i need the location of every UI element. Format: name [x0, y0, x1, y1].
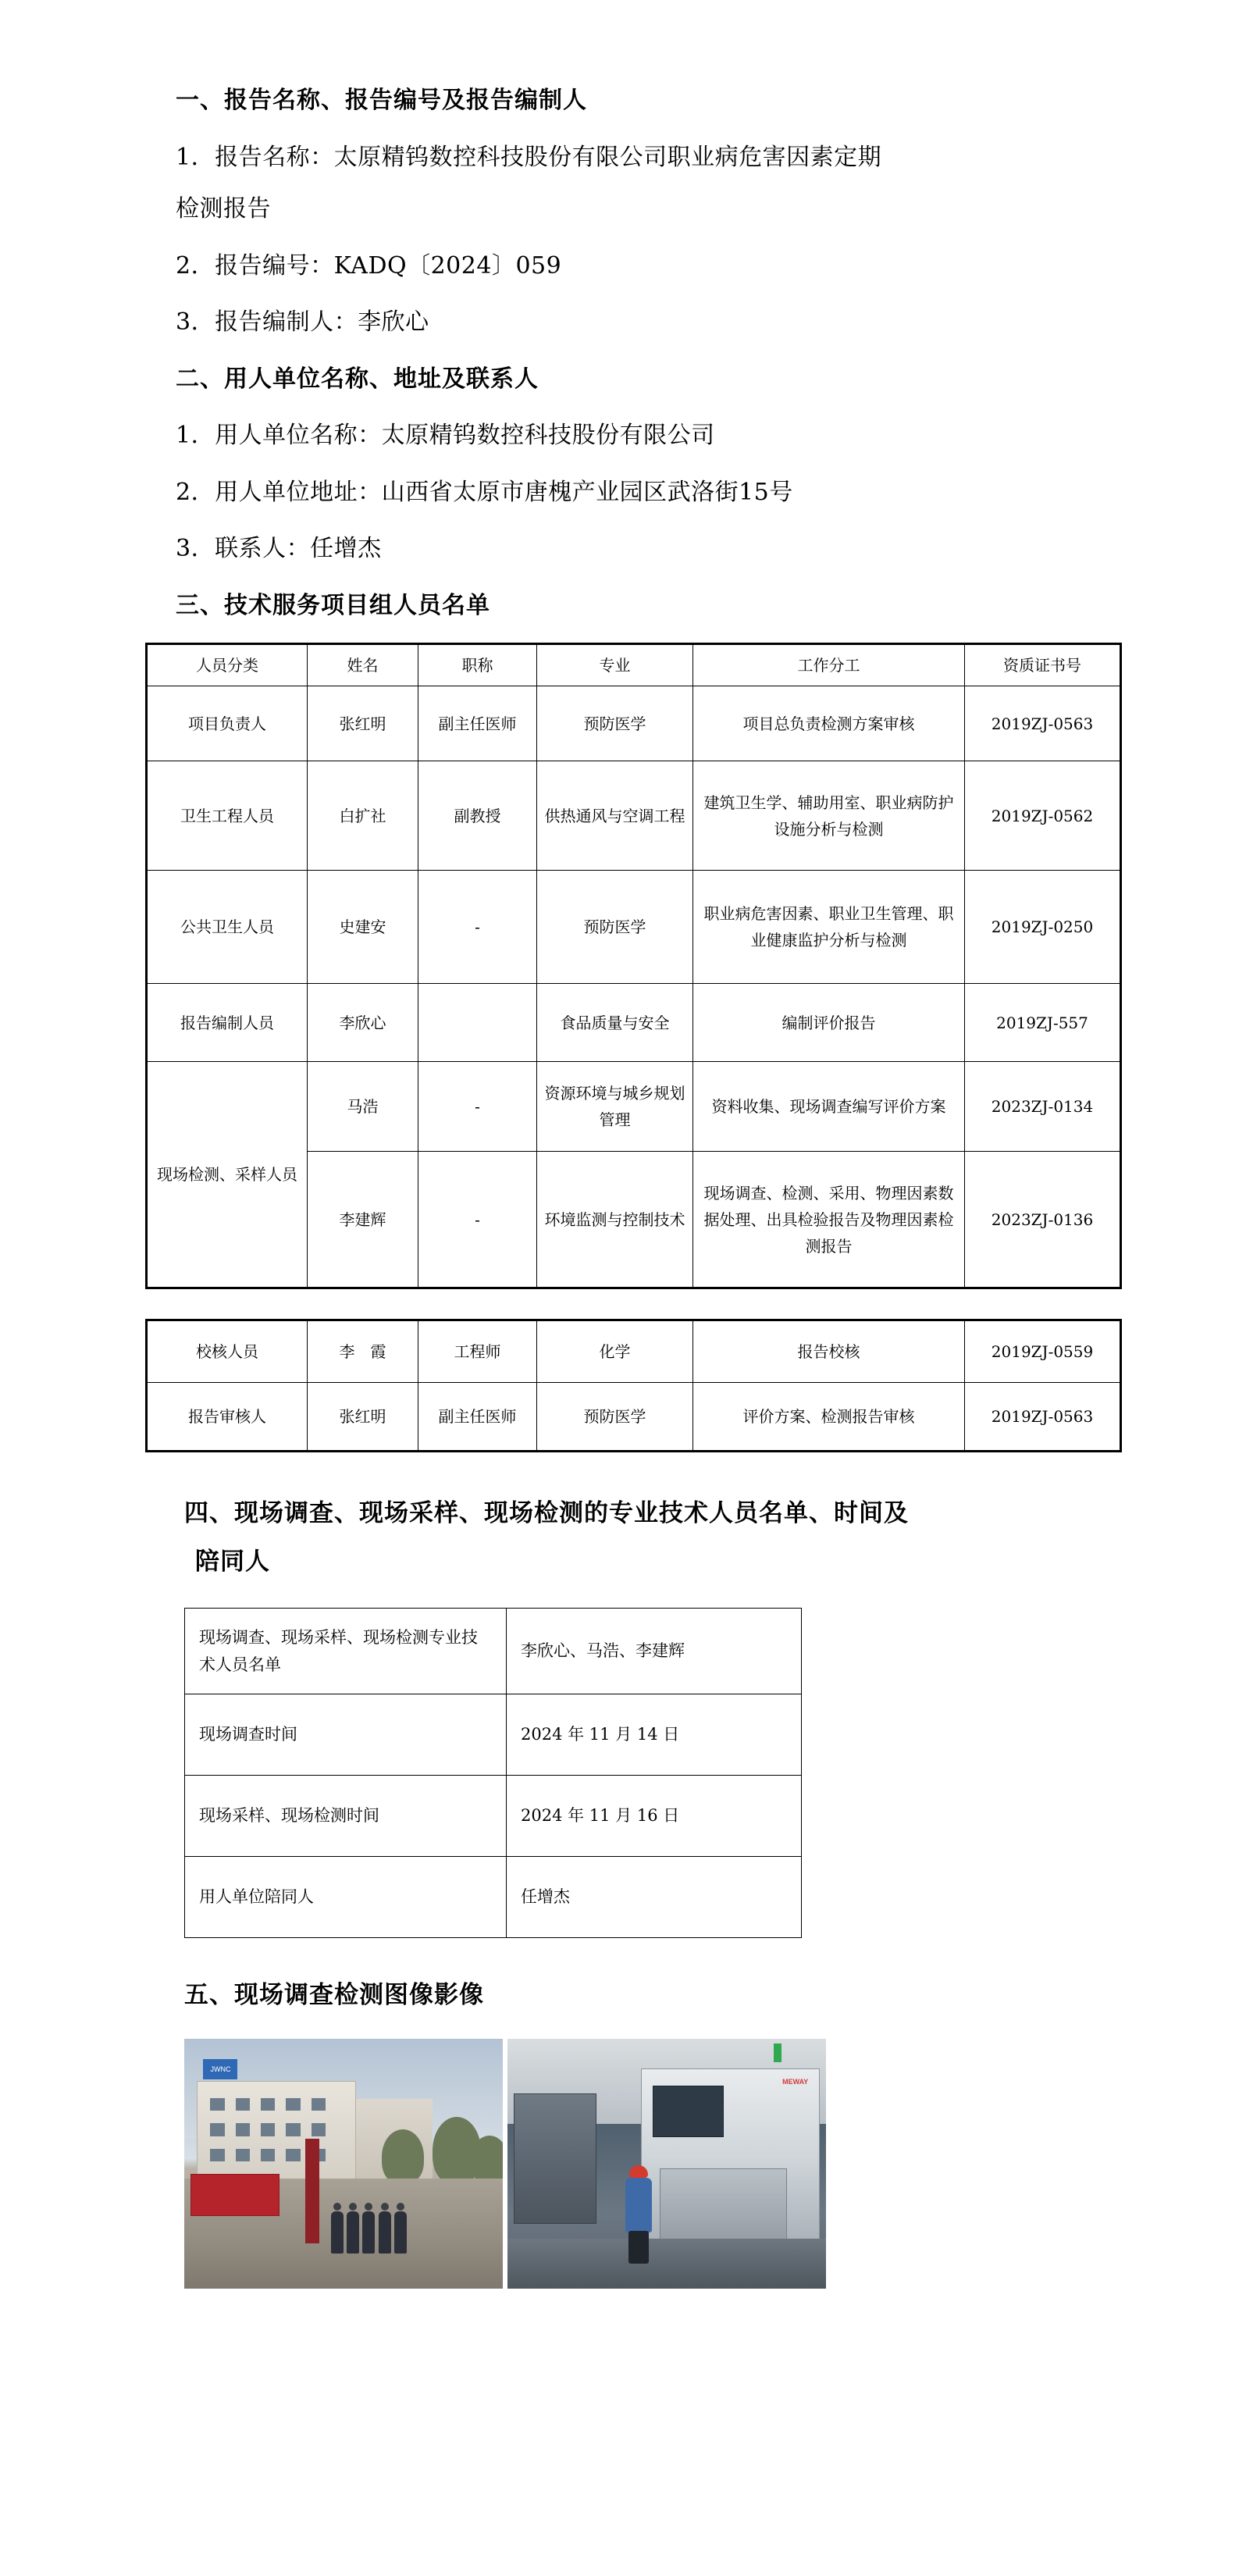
section-2-item-1: 1．用人单位名称：太原精钨数控科技股份有限公司 [176, 422, 715, 449]
site-detection-photo-workshop [507, 2039, 826, 2289]
site-survey-photo-gate [184, 2039, 503, 2289]
section-1-item-1-line-2: 检测报告 [176, 195, 271, 223]
survey-info-table-container [0, 1608, 1239, 1938]
cell-title [418, 984, 537, 1062]
table-row [147, 1383, 1121, 1452]
table-row [185, 1608, 802, 1694]
secondary-machine [514, 2093, 596, 2223]
gate-pillar [305, 2139, 319, 2243]
cell-title: - [418, 871, 537, 984]
table-row [147, 871, 1121, 984]
cell-duty: 职业病危害因素、职业卫生管理、职业健康监护分析与检测 [693, 871, 965, 984]
section-2-item-3: 3．联系人：任增杰 [176, 535, 382, 562]
cell-value: 2024 年 11 月 14 日 [507, 1694, 802, 1776]
cell-key: 现场采样、现场检测时间 [185, 1776, 507, 1857]
cell-category: 卫生工程人员 [147, 761, 308, 871]
red-banner [190, 2174, 279, 2216]
cell-key: 现场调查、现场采样、现场检测专业技术人员名单 [185, 1608, 507, 1694]
tree [382, 2129, 424, 2184]
cell-title: 副主任医师 [418, 686, 537, 761]
cell-cert: 2019ZJ-0250 [965, 871, 1121, 984]
section-2-item-2: 2．用人单位地址：山西省太原市唐槐产业园区武洛街15号 [176, 478, 793, 506]
cell-duty: 资料收集、现场调查编写评价方案 [693, 1062, 965, 1152]
section-1-item-1-line-1: 1．报告名称：太原精钨数控科技股份有限公司职业病危害因素定期 [176, 143, 882, 171]
section-2-heading: 二、用人单位名称、地址及联系人 [176, 365, 539, 393]
cell-value: 2024 年 11 月 16 日 [507, 1776, 802, 1857]
section-1-item-2: 2．报告编号：KADQ〔2024〕059 [176, 251, 562, 280]
cell-name: 李建辉 [308, 1152, 418, 1288]
table-row [185, 1857, 802, 1938]
survey-info-table [184, 1608, 802, 1938]
cell-major: 预防医学 [537, 1383, 693, 1452]
worker-body [625, 2178, 652, 2232]
cell-major: 食品质量与安全 [537, 984, 693, 1062]
section-1-item-3: 3．报告编制人：李欣心 [176, 308, 429, 336]
cell-category: 公共卫生人员 [147, 871, 308, 984]
cell-title: - [418, 1152, 537, 1288]
status-light-icon [774, 2043, 781, 2062]
cell-major: 资源环境与城乡规划管理 [537, 1062, 693, 1152]
table-row [147, 686, 1121, 761]
col-header-duty: 工作分工 [693, 644, 965, 686]
workshop-floor [507, 2239, 826, 2289]
cell-category: 校核人员 [147, 1320, 308, 1383]
person-figure [379, 2211, 391, 2254]
cell-cert: 2019ZJ-0563 [965, 1383, 1121, 1452]
section-5-heading: 五、现场调查检测图像影像 [184, 1981, 484, 2010]
cell-category-merged: 现场检测、采样人员 [147, 1062, 308, 1288]
table-row [147, 1320, 1121, 1383]
safety-helmet-icon [629, 2165, 648, 2178]
person-figure [331, 2211, 344, 2254]
person-figure [362, 2211, 375, 2254]
cell-name: 李 霞 [308, 1320, 418, 1383]
cell-major: 预防医学 [537, 871, 693, 984]
person-figure [394, 2211, 407, 2254]
personnel-table-2-container [0, 1319, 1239, 1452]
personnel-table [145, 643, 1122, 1289]
machine-brand-label: MEWAY [782, 2077, 809, 2086]
worker-figure [622, 2165, 655, 2264]
table-header-row [147, 644, 1121, 686]
cell-key: 现场调查时间 [185, 1694, 507, 1776]
cell-cert: 2019ZJ-0559 [965, 1320, 1121, 1383]
cell-name: 白扩社 [308, 761, 418, 871]
cell-duty: 建筑卫生学、辅助用室、职业病防护设施分析与检测 [693, 761, 965, 871]
person-figure [347, 2211, 359, 2254]
col-header-category: 人员分类 [147, 644, 308, 686]
col-header-name: 姓名 [308, 644, 418, 686]
cell-major: 预防医学 [537, 686, 693, 761]
photo-gallery [0, 2039, 1239, 2289]
table-row [185, 1776, 802, 1857]
cell-title: - [418, 1062, 537, 1152]
cell-cert: 2019ZJ-557 [965, 984, 1121, 1062]
cell-duty: 报告校核 [693, 1320, 965, 1383]
tree [471, 2136, 503, 2184]
cell-title: 副主任医师 [418, 1383, 537, 1452]
cell-category: 报告审核人 [147, 1383, 308, 1452]
cell-category: 报告编制人员 [147, 984, 308, 1062]
cell-cert: 2023ZJ-0134 [965, 1062, 1121, 1152]
cell-major: 供热通风与空调工程 [537, 761, 693, 871]
cell-major: 环境监测与控制技术 [537, 1152, 693, 1288]
cell-name: 张红明 [308, 686, 418, 761]
cell-title: 工程师 [418, 1320, 537, 1383]
cell-key: 用人单位陪同人 [185, 1857, 507, 1938]
cell-value: 李欣心、马浩、李建辉 [507, 1608, 802, 1694]
section-3-heading: 三、技术服务项目组人员名单 [176, 591, 490, 619]
company-sign-icon: JWNC [203, 2059, 237, 2079]
cell-duty: 评价方案、检测报告审核 [693, 1383, 965, 1452]
table-row [147, 1062, 1121, 1152]
cell-name: 史建安 [308, 871, 418, 984]
cell-cert: 2019ZJ-0563 [965, 686, 1121, 761]
cell-category: 项目负责人 [147, 686, 308, 761]
cell-title: 副教授 [418, 761, 537, 871]
cell-duty: 编制评价报告 [693, 984, 965, 1062]
col-header-major: 专业 [537, 644, 693, 686]
cell-duty: 项目总负责检测方案审核 [693, 686, 965, 761]
cell-duty: 现场调查、检测、采用、物理因素数据处理、出具检验报告及物理因素检测报告 [693, 1152, 965, 1288]
table-row [147, 761, 1121, 871]
cell-name: 马浩 [308, 1062, 418, 1152]
section-1-heading: 一、报告名称、报告编号及报告编制人 [176, 87, 587, 114]
machine-control-panel [653, 2086, 724, 2137]
section-4-heading-line-2: 陪同人 [195, 1548, 270, 1577]
col-header-cert: 资质证书号 [965, 644, 1121, 686]
personnel-table-2 [145, 1319, 1122, 1452]
office-building [197, 2081, 356, 2181]
cell-name: 李欣心 [308, 984, 418, 1062]
cell-name: 张红明 [308, 1383, 418, 1452]
cell-cert: 2019ZJ-0562 [965, 761, 1121, 871]
table-row [185, 1694, 802, 1776]
table-row [147, 984, 1121, 1062]
worker-legs [628, 2231, 649, 2264]
cell-cert: 2023ZJ-0136 [965, 1152, 1121, 1288]
cell-major: 化学 [537, 1320, 693, 1383]
personnel-table-container [0, 643, 1239, 1289]
col-header-title: 职称 [418, 644, 537, 686]
cell-value: 任增杰 [507, 1857, 802, 1938]
section-4-heading-line-1: 四、现场调查、现场采样、现场检测的专业技术人员名单、时间及 [184, 1499, 909, 1527]
